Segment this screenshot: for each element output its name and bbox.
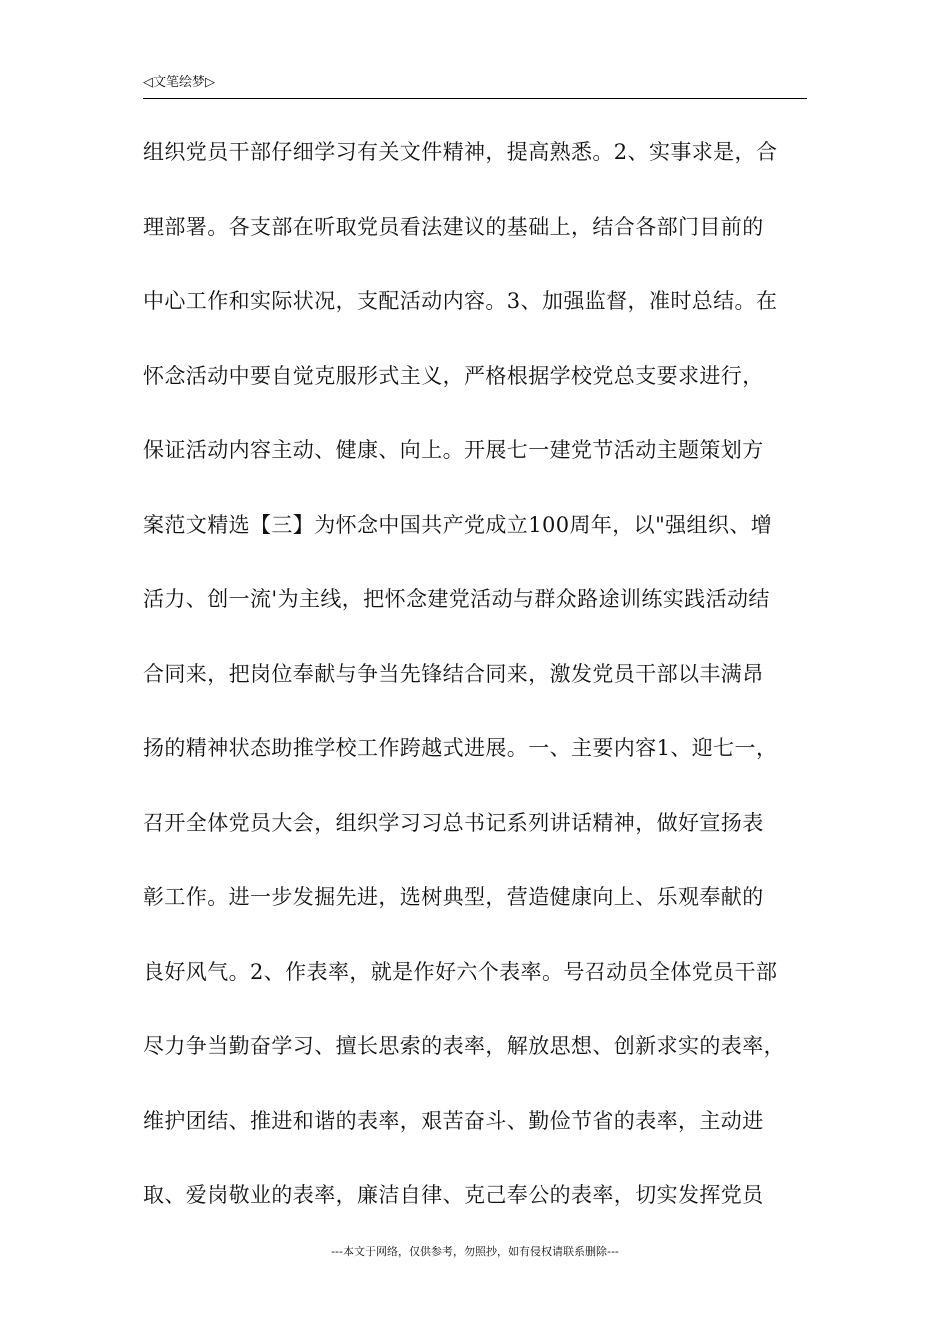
- body-line: 合同来，把岗位奉献与争当先锋结合同来，激发党员干部以丰满昂: [143, 661, 764, 686]
- header-label: [143, 75, 215, 91]
- body-line: 召开全体党员大会，组织学习习总书记系列讲话精神，做好宣扬表: [143, 810, 764, 835]
- body-line: 中心工作和实际状况，支配活动内容。3、加强监督，准时总结。在: [143, 289, 778, 313]
- body-line: 扬的精神状态助推学校工作跨越式进展。一、主要内容1、迎七一，: [143, 736, 778, 760]
- body-line: 彰工作。进一步发掘先进，选树典型，营造健康向上、乐观奉献的: [143, 885, 764, 909]
- body-line: 活力、创一流'为主线，把怀念建党活动与群众路途训练实践活动结: [143, 587, 770, 611]
- right-triangle-icon: ▷: [205, 75, 216, 90]
- body-line: 取、爱岗敬业的表率，廉洁自律、克己奉公的表率，切实发挥党员: [143, 1183, 764, 1207]
- document-body: [143, 134, 813, 1252]
- page-header: [143, 72, 807, 99]
- header-title: 文笔绘梦: [153, 75, 206, 90]
- body-line: 保证活动内容主动、健康、向上。开展七一建党节活动主题策划方: [143, 438, 764, 462]
- body-line: 良好风气。2、作表率，就是作好六个表率。号召动员全体党员干部: [143, 959, 778, 984]
- body-line: 组织党员干部仔细学习有关文件精神，提高熟悉。2、实事求是，合: [143, 140, 778, 164]
- body-line: 案范文精选【三】为怀念中国共产党成立100周年，以"强组织、增: [143, 512, 773, 537]
- body-line: 理部署。各支部在听取党员看法建议的基础上，结合各部门目前的: [143, 214, 764, 239]
- body-line: 尽力争当勤奋学习、擅长思索的表率，解放思想、创新求实的表率，: [143, 1034, 785, 1058]
- footer-notice: ---本文于网络，仅供参考，勿照抄，如有侵权请联系删除---: [331, 1245, 619, 1258]
- body-line: 维护团结、推进和谐的表率，艰苦奋斗、勤俭节省的表率，主动进: [143, 1108, 764, 1133]
- left-triangle-icon: ◁: [143, 75, 153, 90]
- body-line: 怀念活动中要自觉克服形式主义，严格根据学校党总支要求进行，: [143, 363, 764, 388]
